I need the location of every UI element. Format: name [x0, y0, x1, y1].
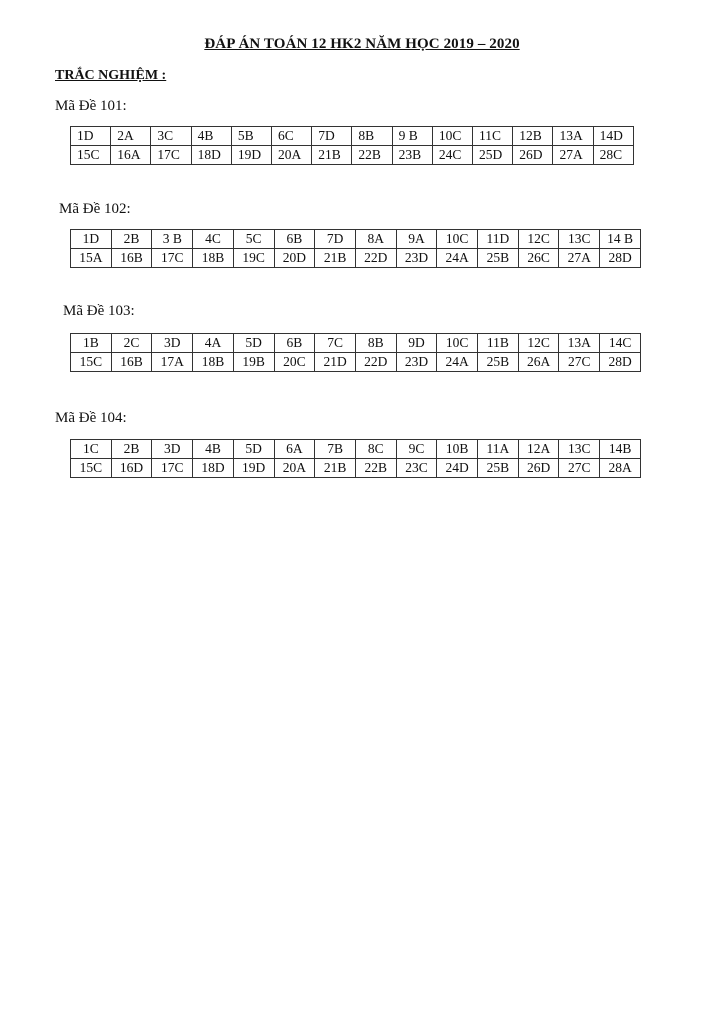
- answer-table-104: [70, 439, 641, 478]
- answer-row: [71, 146, 634, 165]
- answer-cell: 17A: [152, 353, 193, 372]
- answer-cell: 12B: [513, 127, 553, 146]
- answer-cell: 11A: [478, 440, 519, 459]
- answer-cell: 28A: [600, 459, 641, 478]
- answer-cell: 16B: [111, 249, 152, 268]
- answer-cell: 2B: [111, 230, 152, 249]
- answer-cell: 18D: [191, 146, 231, 165]
- answer-cell: 25D: [473, 146, 513, 165]
- answer-cell: 16B: [111, 353, 152, 372]
- answer-cell: 24D: [437, 459, 478, 478]
- answer-cell: 7D: [315, 230, 356, 249]
- answer-cell: 18B: [193, 249, 234, 268]
- answer-cell: 22B: [352, 146, 392, 165]
- exam-label-104: Mã Đề 104:: [55, 410, 127, 426]
- answer-cell: 9A: [396, 230, 437, 249]
- answer-cell: 10C: [432, 127, 472, 146]
- answer-cell: 18B: [193, 353, 234, 372]
- answer-cell: 25B: [478, 459, 519, 478]
- answer-cell: 24A: [437, 353, 478, 372]
- answer-cell: 9D: [396, 334, 437, 353]
- answer-cell: 4C: [193, 230, 234, 249]
- answer-cell: 1D: [71, 127, 111, 146]
- answer-cell: 19D: [231, 146, 271, 165]
- answer-cell: 15A: [71, 249, 112, 268]
- section-heading: TRẮC NGHIỆM :: [55, 68, 167, 83]
- answer-cell: 18D: [193, 459, 234, 478]
- answer-cell: 3C: [151, 127, 191, 146]
- answer-cell: 6C: [272, 127, 312, 146]
- answer-cell: 25B: [478, 353, 519, 372]
- answer-cell: 13C: [559, 440, 600, 459]
- answer-cell: 5D: [233, 334, 274, 353]
- answer-cell: 15C: [71, 459, 112, 478]
- answer-row: [71, 127, 634, 146]
- answer-cell: 3D: [152, 440, 193, 459]
- answer-cell: 2A: [111, 127, 151, 146]
- answer-row: [71, 353, 641, 372]
- answer-cell: 10B: [437, 440, 478, 459]
- answer-cell: 17C: [152, 459, 193, 478]
- answer-cell: 28D: [600, 353, 641, 372]
- answer-cell: 15C: [71, 146, 111, 165]
- answer-cell: 8C: [355, 440, 396, 459]
- answer-cell: 9 B: [392, 127, 432, 146]
- answer-cell: 19D: [233, 459, 274, 478]
- answer-cell: 22B: [355, 459, 396, 478]
- answer-table-103: [70, 333, 641, 372]
- answer-cell: 16A: [111, 146, 151, 165]
- answer-cell: 15C: [71, 353, 112, 372]
- answer-cell: 8A: [355, 230, 396, 249]
- answer-table-102: [70, 229, 641, 268]
- answer-cell: 14B: [600, 440, 641, 459]
- answer-cell: 21B: [315, 459, 356, 478]
- answer-cell: 26D: [518, 459, 559, 478]
- answer-cell: 5D: [233, 440, 274, 459]
- answer-cell: 3 B: [152, 230, 193, 249]
- answer-cell: 21B: [312, 146, 352, 165]
- answer-cell: 24C: [432, 146, 472, 165]
- answer-cell: 5B: [231, 127, 271, 146]
- document-title: ĐÁP ÁN TOÁN 12 HK2 NĂM HỌC 2019 – 2020: [204, 36, 520, 52]
- answer-cell: 27C: [559, 459, 600, 478]
- answer-cell: 13A: [553, 127, 593, 146]
- answer-cell: 1B: [71, 334, 112, 353]
- answer-cell: 2B: [111, 440, 152, 459]
- answer-cell: 8B: [352, 127, 392, 146]
- answer-cell: 14D: [593, 127, 633, 146]
- answer-cell: 20C: [274, 353, 315, 372]
- answer-cell: 12A: [518, 440, 559, 459]
- answer-table-101: [70, 126, 634, 165]
- answer-cell: 26A: [518, 353, 559, 372]
- answer-row: [71, 459, 641, 478]
- answer-cell: 11C: [473, 127, 513, 146]
- answer-cell: 20D: [274, 249, 315, 268]
- answer-cell: 7C: [315, 334, 356, 353]
- answer-cell: 27A: [553, 146, 593, 165]
- answer-cell: 10C: [437, 334, 478, 353]
- answer-cell: 14C: [600, 334, 641, 353]
- answer-cell: 4B: [193, 440, 234, 459]
- answer-cell: 4A: [193, 334, 234, 353]
- answer-cell: 14 B: [600, 230, 641, 249]
- answer-cell: 17C: [152, 249, 193, 268]
- answer-cell: 4B: [191, 127, 231, 146]
- answer-row: [71, 249, 641, 268]
- answer-cell: 23C: [396, 459, 437, 478]
- answer-cell: 11B: [478, 334, 519, 353]
- answer-cell: 7D: [312, 127, 352, 146]
- answer-cell: 28D: [600, 249, 641, 268]
- answer-cell: 11D: [478, 230, 519, 249]
- exam-label-102: Mã Đề 102:: [59, 201, 131, 217]
- answer-row: [71, 230, 641, 249]
- answer-cell: 26C: [518, 249, 559, 268]
- answer-cell: 26D: [513, 146, 553, 165]
- answer-cell: 19B: [233, 353, 274, 372]
- answer-cell: 16D: [111, 459, 152, 478]
- answer-cell: 22D: [355, 249, 396, 268]
- answer-cell: 2C: [111, 334, 152, 353]
- answer-cell: 17C: [151, 146, 191, 165]
- answer-cell: 5C: [233, 230, 274, 249]
- answer-cell: 25B: [478, 249, 519, 268]
- exam-label-101: Mã Đề 101:: [55, 98, 127, 114]
- exam-label-103: Mã Đề 103:: [63, 303, 135, 319]
- answer-cell: 23D: [396, 249, 437, 268]
- answer-cell: 13C: [559, 230, 600, 249]
- answer-cell: 13A: [559, 334, 600, 353]
- answer-cell: 6B: [274, 230, 315, 249]
- answer-cell: 3D: [152, 334, 193, 353]
- answer-cell: 9C: [396, 440, 437, 459]
- answer-cell: 1C: [71, 440, 112, 459]
- answer-cell: 28C: [593, 146, 633, 165]
- answer-cell: 12C: [518, 334, 559, 353]
- answer-cell: 21D: [315, 353, 356, 372]
- answer-cell: 20A: [274, 459, 315, 478]
- answer-cell: 21B: [315, 249, 356, 268]
- answer-cell: 23D: [396, 353, 437, 372]
- answer-cell: 6B: [274, 334, 315, 353]
- answer-cell: 20A: [272, 146, 312, 165]
- answer-cell: 1D: [71, 230, 112, 249]
- answer-cell: 23B: [392, 146, 432, 165]
- answer-cell: 19C: [233, 249, 274, 268]
- answer-cell: 10C: [437, 230, 478, 249]
- answer-cell: 22D: [355, 353, 396, 372]
- answer-cell: 6A: [274, 440, 315, 459]
- answer-cell: 27A: [559, 249, 600, 268]
- answer-cell: 12C: [518, 230, 559, 249]
- answer-row: [71, 440, 641, 459]
- answer-cell: 27C: [559, 353, 600, 372]
- answer-cell: 7B: [315, 440, 356, 459]
- answer-cell: 8B: [355, 334, 396, 353]
- answer-row: [71, 334, 641, 353]
- answer-cell: 24A: [437, 249, 478, 268]
